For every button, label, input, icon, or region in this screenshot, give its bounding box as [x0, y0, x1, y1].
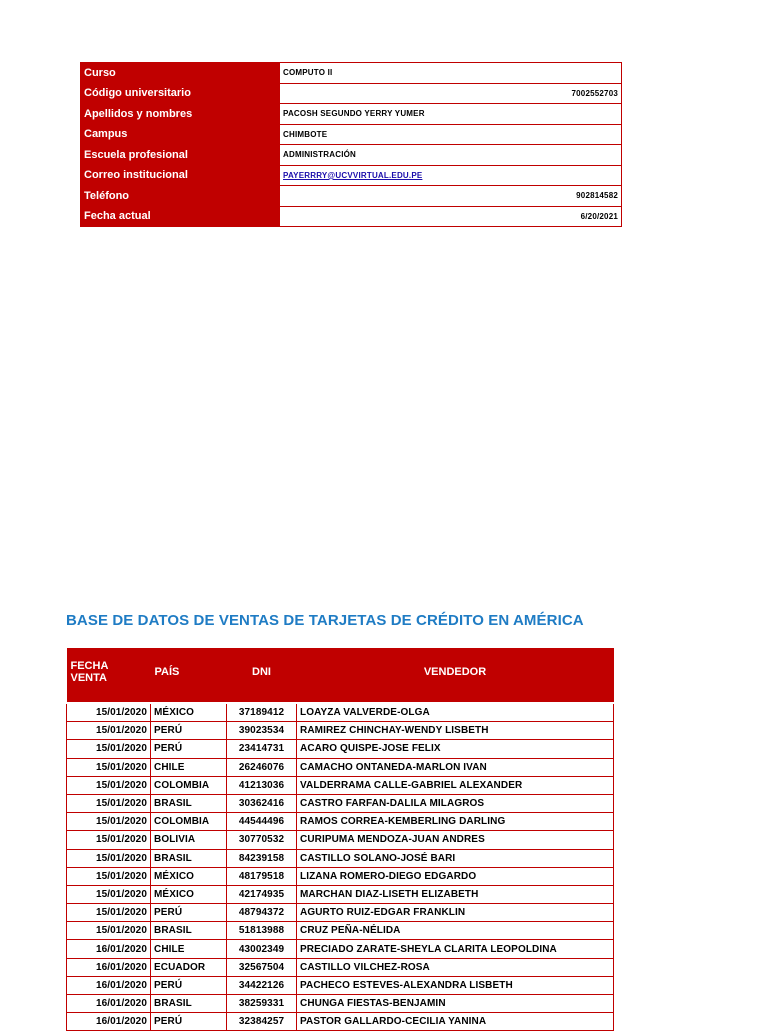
info-value-correo: [280, 165, 622, 186]
cell-dni: 26246076: [227, 758, 297, 776]
cell-vendedor: PACHECO ESTEVES-ALEXANDRA LISBETH: [297, 976, 614, 994]
info-label: Escuela profesional: [81, 145, 280, 166]
info-row-correo: [81, 165, 622, 186]
cell-dni: 48794372: [227, 904, 297, 922]
table-row: [67, 958, 614, 976]
info-label: Teléfono: [81, 186, 280, 207]
sales-table: [66, 648, 614, 1031]
cell-pais: MÉXICO: [151, 867, 227, 885]
cell-vendedor: VALDERRAMA CALLE-GABRIEL ALEXANDER: [297, 776, 614, 794]
cell-fecha: 15/01/2020: [67, 831, 151, 849]
cell-dni: 38259331: [227, 995, 297, 1013]
cell-dni: 32384257: [227, 1013, 297, 1031]
cell-fecha: 15/01/2020: [67, 722, 151, 740]
sales-header-row: [67, 648, 614, 703]
info-row-escuela: [81, 145, 622, 166]
info-value-escuela: ADMINISTRACIÓN: [280, 145, 622, 166]
table-row: [67, 940, 614, 958]
cell-pais: BRASIL: [151, 995, 227, 1013]
info-label: Fecha actual: [81, 206, 280, 227]
info-row-campus: [81, 124, 622, 145]
cell-dni: 41213036: [227, 776, 297, 794]
cell-pais: BOLIVIA: [151, 831, 227, 849]
cell-dni: 44544496: [227, 813, 297, 831]
cell-pais: MÉXICO: [151, 885, 227, 903]
cell-fecha: 15/01/2020: [67, 740, 151, 758]
table-row: [67, 740, 614, 758]
cell-dni: 84239158: [227, 849, 297, 867]
table-row: [67, 1013, 614, 1031]
table-row: [67, 849, 614, 867]
cell-pais: CHILE: [151, 758, 227, 776]
cell-fecha: 15/01/2020: [67, 813, 151, 831]
cell-fecha: 16/01/2020: [67, 995, 151, 1013]
info-value-curso: COMPUTO II: [280, 63, 622, 84]
cell-fecha: 15/01/2020: [67, 885, 151, 903]
cell-pais: PERÚ: [151, 904, 227, 922]
info-row-fecha: [81, 206, 622, 227]
cell-pais: PERÚ: [151, 740, 227, 758]
student-info-table: [80, 62, 622, 227]
table-row: [67, 867, 614, 885]
cell-vendedor: CHUNGA FIESTAS-BENJAMIN: [297, 995, 614, 1013]
cell-dni: 48179518: [227, 867, 297, 885]
cell-vendedor: PRECIADO ZARATE-SHEYLA CLARITA LEOPOLDINA: [297, 940, 614, 958]
info-value-fecha: 6/20/2021: [280, 206, 622, 227]
info-row-nombres: [81, 104, 622, 125]
table-row: [67, 885, 614, 903]
table-row: [67, 794, 614, 812]
cell-fecha: 16/01/2020: [67, 958, 151, 976]
info-row-codigo: [81, 83, 622, 104]
cell-vendedor: CURIPUMA MENDOZA-JUAN ANDRES: [297, 831, 614, 849]
cell-vendedor: MARCHAN DIAZ-LISETH ELIZABETH: [297, 885, 614, 903]
header-dni: DNI: [227, 648, 297, 703]
cell-dni: 39023534: [227, 722, 297, 740]
cell-vendedor: RAMOS CORREA-KEMBERLING DARLING: [297, 813, 614, 831]
info-value-nombres: PACOSH SEGUNDO YERRY YUMER: [280, 104, 622, 125]
cell-fecha: 16/01/2020: [67, 1013, 151, 1031]
cell-dni: 43002349: [227, 940, 297, 958]
info-label: Código universitario: [81, 83, 280, 104]
sales-database-title: BASE DE DATOS DE VENTAS DE TARJETAS DE CRÉDITO EN AMÉRICA: [66, 612, 584, 629]
cell-vendedor: CASTILLO SOLANO-JOSÉ BARI: [297, 849, 614, 867]
cell-pais: ECUADOR: [151, 958, 227, 976]
table-row: [67, 831, 614, 849]
cell-vendedor: ACARO QUISPE-JOSE FELIX: [297, 740, 614, 758]
header-vendedor: VENDEDOR: [297, 648, 614, 703]
cell-dni: 30362416: [227, 794, 297, 812]
cell-vendedor: LOAYZA VALVERDE-OLGA: [297, 703, 614, 722]
cell-dni: 42174935: [227, 885, 297, 903]
table-row: [67, 904, 614, 922]
table-row: [67, 976, 614, 994]
info-value-codigo: 7002552703: [280, 83, 622, 104]
cell-dni: 32567504: [227, 958, 297, 976]
header-pais: PAÍS: [151, 648, 227, 703]
cell-fecha: 15/01/2020: [67, 703, 151, 722]
cell-pais: BRASIL: [151, 922, 227, 940]
email-link[interactable]: PAYERRRY@UCVVIRTUAL.EDU.PE: [283, 170, 423, 180]
cell-dni: 23414731: [227, 740, 297, 758]
cell-fecha: 16/01/2020: [67, 940, 151, 958]
info-label: Curso: [81, 63, 280, 84]
info-row-telefono: [81, 186, 622, 207]
cell-fecha: 16/01/2020: [67, 976, 151, 994]
cell-vendedor: CASTILLO VILCHEZ-ROSA: [297, 958, 614, 976]
cell-pais: CHILE: [151, 940, 227, 958]
cell-fecha: 15/01/2020: [67, 922, 151, 940]
info-value-telefono: 902814582: [280, 186, 622, 207]
cell-pais: PERÚ: [151, 722, 227, 740]
cell-vendedor: RAMIREZ CHINCHAY-WENDY LISBETH: [297, 722, 614, 740]
table-row: [67, 813, 614, 831]
cell-pais: PERÚ: [151, 976, 227, 994]
cell-fecha: 15/01/2020: [67, 758, 151, 776]
cell-pais: PERÚ: [151, 1013, 227, 1031]
cell-fecha: 15/01/2020: [67, 867, 151, 885]
cell-dni: 51813988: [227, 922, 297, 940]
table-row: [67, 758, 614, 776]
cell-vendedor: CASTRO FARFAN-DALILA MILAGROS: [297, 794, 614, 812]
table-row: [67, 995, 614, 1013]
info-row-curso: [81, 63, 622, 84]
cell-vendedor: CRUZ PEÑA-NÉLIDA: [297, 922, 614, 940]
table-row: [67, 703, 614, 722]
table-row: [67, 922, 614, 940]
cell-fecha: 15/01/2020: [67, 904, 151, 922]
info-label: Correo institucional: [81, 165, 280, 186]
header-fecha-venta: FECHA VENTA: [67, 648, 151, 703]
cell-fecha: 15/01/2020: [67, 794, 151, 812]
cell-dni: 37189412: [227, 703, 297, 722]
cell-fecha: 15/01/2020: [67, 776, 151, 794]
info-label: Campus: [81, 124, 280, 145]
cell-pais: COLOMBIA: [151, 813, 227, 831]
cell-dni: 30770532: [227, 831, 297, 849]
cell-vendedor: AGURTO RUIZ-EDGAR FRANKLIN: [297, 904, 614, 922]
cell-pais: COLOMBIA: [151, 776, 227, 794]
cell-dni: 34422126: [227, 976, 297, 994]
info-label: Apellidos y nombres: [81, 104, 280, 125]
cell-vendedor: CAMACHO ONTANEDA-MARLON IVAN: [297, 758, 614, 776]
cell-fecha: 15/01/2020: [67, 849, 151, 867]
cell-vendedor: LIZANA ROMERO-DIEGO EDGARDO: [297, 867, 614, 885]
table-row: [67, 776, 614, 794]
cell-pais: BRASIL: [151, 849, 227, 867]
cell-pais: BRASIL: [151, 794, 227, 812]
cell-pais: MÉXICO: [151, 703, 227, 722]
info-value-campus: CHIMBOTE: [280, 124, 622, 145]
cell-vendedor: PASTOR GALLARDO-CECILIA YANINA: [297, 1013, 614, 1031]
table-row: [67, 722, 614, 740]
